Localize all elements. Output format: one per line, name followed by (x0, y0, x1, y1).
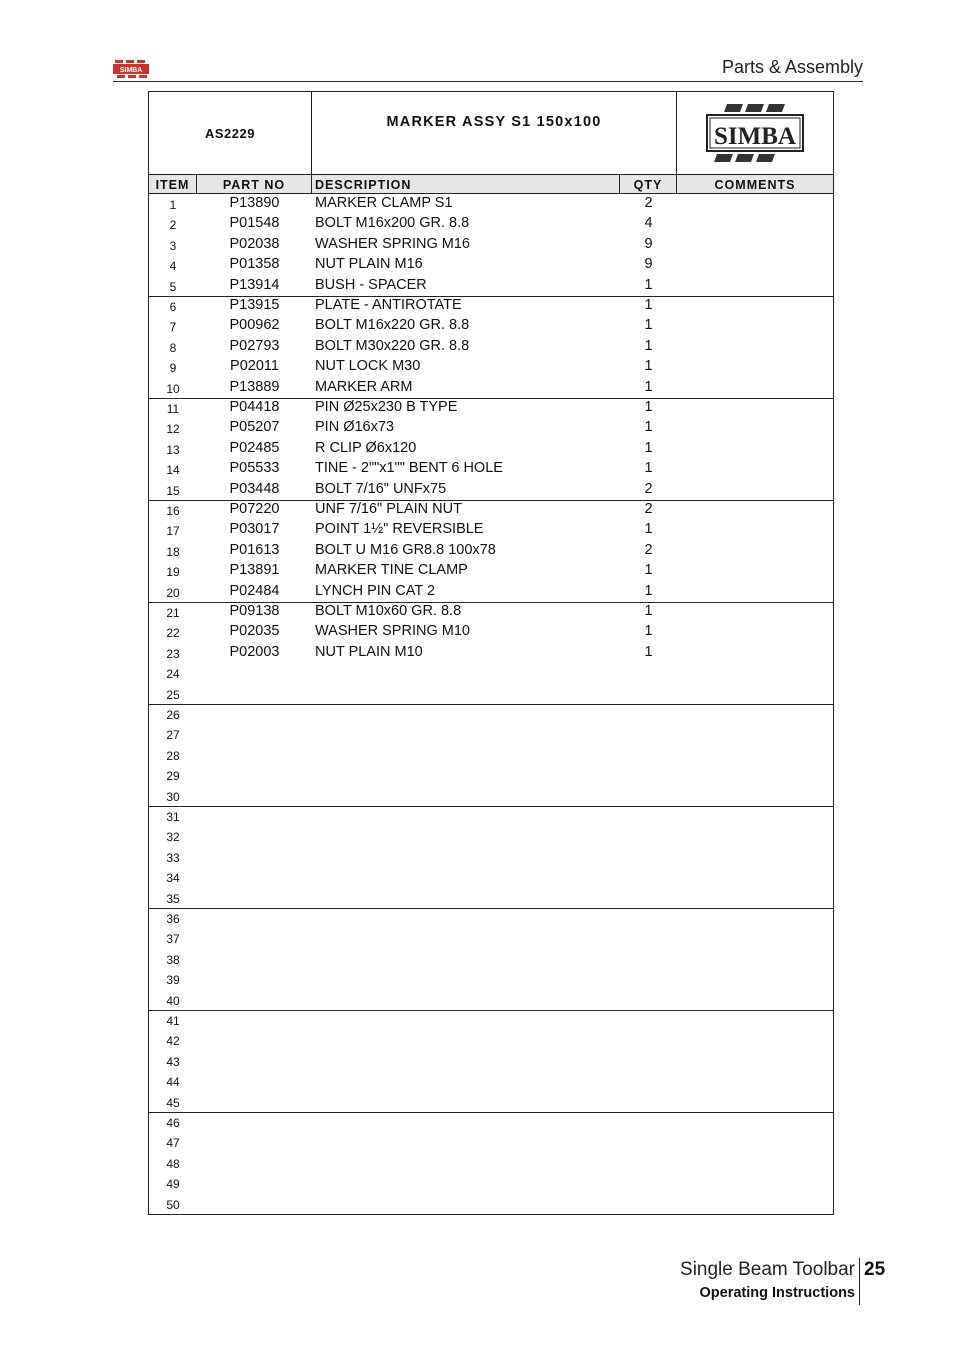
item-number: 50 (166, 1197, 180, 1212)
table-row (149, 1051, 833, 1071)
part-quantity: 2 (644, 480, 653, 497)
table-row (149, 582, 833, 602)
part-quantity: 2 (644, 541, 653, 558)
item-number: 46 (166, 1116, 180, 1130)
table-row (149, 561, 833, 581)
brand-logo-box (677, 92, 833, 174)
table-row (149, 316, 833, 336)
assembly-title-row (149, 92, 833, 174)
document-subtitle: Operating Instructions (699, 1285, 855, 1301)
item-number: 49 (166, 1177, 180, 1192)
table-row (149, 888, 833, 908)
table-row (149, 337, 833, 357)
table-row (149, 806, 833, 826)
part-quantity: 4 (644, 215, 653, 232)
table-row (149, 786, 833, 806)
part-quantity: 1 (644, 521, 653, 538)
table-row (149, 663, 833, 683)
table-row (149, 214, 833, 234)
item-number: 45 (166, 1095, 180, 1110)
item-number: 33 (166, 850, 180, 865)
item-number: 6 (169, 300, 177, 314)
part-description: NUT LOCK M30 (315, 358, 421, 375)
part-number: P01358 (229, 256, 280, 273)
part-description: NUT PLAIN M10 (315, 643, 423, 660)
table-row (149, 520, 833, 540)
item-number: 36 (166, 912, 180, 926)
item-number: 5 (169, 279, 177, 294)
item-number: 15 (166, 483, 180, 498)
item-number: 4 (169, 259, 177, 274)
table-row (149, 949, 833, 969)
table-row (149, 867, 833, 887)
item-number: 30 (166, 789, 180, 804)
item-number: 12 (166, 422, 180, 437)
table-row (149, 602, 833, 622)
table-row (149, 1194, 833, 1214)
item-number: 19 (166, 565, 180, 580)
part-number: P13889 (229, 378, 280, 395)
part-description: BOLT M16x200 GR. 8.8 (315, 215, 470, 232)
part-description: BOLT U M16 GR8.8 100x78 (315, 541, 496, 558)
table-row (149, 928, 833, 948)
table-row (149, 276, 833, 296)
item-number: 43 (166, 1054, 180, 1069)
section-title: Parts & Assembly (721, 57, 863, 77)
part-quantity: 1 (644, 378, 653, 395)
table-row (149, 765, 833, 785)
part-quantity: 1 (644, 297, 653, 313)
table-row (149, 398, 833, 418)
part-quantity: 1 (644, 643, 653, 660)
table-row (149, 541, 833, 561)
table-row (149, 1132, 833, 1152)
part-description: WASHER SPRING M10 (315, 623, 470, 640)
table-row (149, 826, 833, 846)
part-number: P02485 (229, 439, 280, 456)
part-quantity: 1 (644, 623, 653, 640)
table-row (149, 969, 833, 989)
table-row (149, 500, 833, 520)
part-quantity: 1 (644, 337, 653, 354)
part-number: P02793 (229, 337, 280, 354)
table-row (149, 439, 833, 459)
item-number: 32 (166, 830, 180, 845)
table-row (149, 643, 833, 663)
part-description: NUT PLAIN M16 (315, 256, 423, 273)
simba-logo (705, 102, 805, 164)
item-number: 42 (166, 1034, 180, 1049)
part-quantity: 1 (644, 358, 653, 375)
part-description: BUSH - SPACER (315, 276, 427, 293)
part-description: BOLT M10x60 GR. 8.8 (315, 603, 462, 619)
part-description: PIN Ø25x230 B TYPE (315, 399, 458, 415)
part-number: P01613 (229, 541, 280, 558)
item-number: 13 (166, 442, 180, 457)
part-quantity: 1 (644, 603, 653, 619)
item-number: 1 (169, 198, 177, 212)
page-number: 25 (864, 1259, 886, 1280)
brand-name: SIMBA (714, 123, 796, 150)
part-number: P01548 (229, 215, 280, 232)
table-row (149, 990, 833, 1010)
item-number: 24 (166, 667, 180, 682)
item-number: 20 (166, 585, 180, 600)
col-part-no-header: PART NO (197, 175, 312, 193)
item-number: 44 (166, 1075, 180, 1090)
part-description: WASHER SPRING M16 (315, 235, 470, 252)
item-number: 39 (166, 973, 180, 988)
table-row (149, 1071, 833, 1091)
part-quantity: 1 (644, 439, 653, 456)
item-number: 3 (169, 238, 177, 253)
part-number: P13914 (229, 276, 280, 293)
part-quantity: 1 (644, 419, 653, 436)
header-divider (113, 81, 863, 82)
item-number: 22 (166, 626, 180, 641)
part-number: P05533 (229, 460, 280, 477)
item-number: 38 (166, 952, 180, 967)
table-row (149, 1092, 833, 1112)
table-row (149, 704, 833, 724)
col-qty-header: QTY (620, 175, 677, 193)
table-row (149, 1153, 833, 1173)
item-number: 18 (166, 544, 180, 559)
part-number: P03448 (229, 480, 280, 497)
part-number: P02011 (230, 358, 279, 375)
item-number: 26 (166, 708, 180, 722)
part-number: P13915 (229, 297, 280, 313)
part-description: BOLT M30x220 GR. 8.8 (315, 337, 470, 354)
table-row (149, 480, 833, 500)
simba-logo-small (113, 59, 149, 79)
part-description: MARKER ARM (315, 378, 413, 395)
table-row (149, 418, 833, 438)
item-number: 48 (166, 1156, 180, 1171)
part-description: LYNCH PIN CAT 2 (315, 582, 436, 599)
item-number: 9 (169, 361, 177, 376)
table-row (149, 357, 833, 377)
table-row (149, 622, 833, 642)
part-description: BOLT M16x220 GR. 8.8 (315, 317, 470, 334)
item-number: 8 (169, 340, 177, 355)
item-number: 40 (166, 993, 180, 1008)
item-number: 27 (166, 728, 180, 743)
part-number: P13891 (229, 562, 280, 579)
item-number: 28 (166, 748, 180, 763)
column-header-row (149, 174, 833, 194)
table-row (149, 296, 833, 316)
part-description: MARKER TINE CLAMP (315, 562, 468, 579)
assembly-title: MARKER ASSY S1 150x100 (312, 92, 677, 174)
part-description: POINT 1½" REVERSIBLE (315, 521, 484, 538)
part-number: P03017 (229, 521, 280, 538)
part-description: UNF 7/16" PLAIN NUT (315, 501, 462, 517)
part-quantity: 1 (644, 276, 653, 293)
table-row (149, 908, 833, 928)
part-number: P09138 (229, 603, 280, 619)
part-quantity: 1 (644, 399, 653, 415)
item-number: 17 (166, 524, 180, 539)
part-description: R CLIP Ø6x120 (315, 439, 417, 456)
table-row (149, 745, 833, 765)
col-description-header: DESCRIPTION (312, 175, 620, 193)
item-number: 47 (166, 1136, 180, 1151)
part-number: P13890 (229, 195, 280, 211)
table-row (149, 378, 833, 398)
part-number: P02035 (229, 623, 280, 640)
item-number: 2 (169, 218, 177, 233)
parts-list-sheet (148, 91, 834, 1215)
part-number: P02484 (229, 582, 280, 599)
part-number: P02038 (229, 235, 280, 252)
item-number: 7 (169, 320, 177, 335)
logo-text: SIMBA (119, 67, 143, 74)
part-quantity: 9 (644, 235, 653, 252)
table-row (149, 1030, 833, 1050)
part-quantity: 2 (644, 195, 653, 211)
part-description: PIN Ø16x73 (315, 419, 394, 436)
table-row (149, 724, 833, 744)
part-number: P02003 (229, 643, 280, 660)
item-number: 16 (166, 504, 180, 518)
table-row (149, 847, 833, 867)
table-row (149, 1112, 833, 1132)
part-description: MARKER CLAMP S1 (315, 195, 453, 211)
part-quantity: 1 (644, 562, 653, 579)
item-number: 31 (166, 810, 180, 824)
part-number: P07220 (229, 501, 280, 517)
item-number: 41 (166, 1014, 180, 1028)
item-number: 21 (166, 606, 180, 620)
part-quantity: 1 (644, 460, 653, 477)
item-number: 29 (166, 769, 180, 784)
col-item-header: ITEM (149, 175, 197, 193)
table-row (149, 684, 833, 704)
item-number: 25 (166, 687, 180, 702)
table-row (149, 459, 833, 479)
table-row (149, 194, 833, 214)
part-number: P04418 (229, 399, 280, 415)
table-row (149, 1173, 833, 1193)
item-number: 14 (166, 463, 180, 478)
part-quantity: 9 (644, 256, 653, 273)
part-quantity: 1 (644, 317, 653, 334)
table-row (149, 255, 833, 275)
item-number: 11 (166, 402, 180, 416)
item-number: 10 (166, 381, 180, 396)
part-quantity: 1 (644, 582, 653, 599)
col-comments-header: COMMENTS (714, 178, 796, 192)
table-row (149, 1010, 833, 1030)
part-description: TINE - 2""x1"" BENT 6 HOLE (315, 460, 503, 477)
table-row (149, 235, 833, 255)
item-number: 35 (166, 891, 180, 906)
part-number: P05207 (229, 419, 280, 436)
part-number: P00962 (229, 317, 280, 334)
item-number: 34 (166, 871, 180, 886)
assembly-code: AS2229 (149, 92, 312, 174)
document-title: Single Beam Toolbar (680, 1259, 855, 1280)
part-quantity: 2 (644, 501, 653, 517)
item-number: 37 (166, 932, 180, 947)
part-description: BOLT 7/16" UNFx75 (315, 480, 447, 497)
footer-divider (859, 1258, 860, 1305)
item-number: 23 (166, 646, 180, 661)
part-description: PLATE - ANTIROTATE (315, 297, 462, 313)
